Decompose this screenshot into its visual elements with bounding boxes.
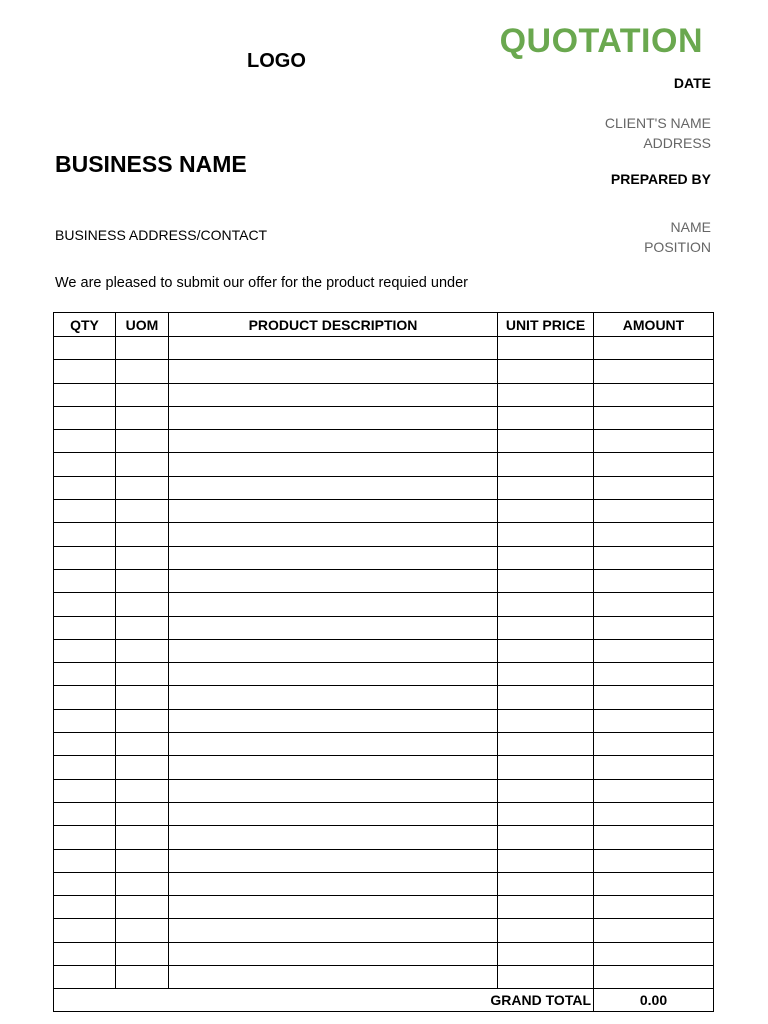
unit-price-cell[interactable] (498, 593, 594, 616)
logo-placeholder: LOGO (247, 50, 306, 72)
table-row (54, 383, 714, 406)
column-header-unit-price: UNIT PRICE (498, 313, 594, 337)
uom-cell[interactable] (116, 686, 169, 709)
amount-cell[interactable] (594, 966, 714, 989)
unit-price-cell[interactable] (498, 709, 594, 732)
unit-price-cell[interactable] (498, 453, 594, 476)
uom-cell[interactable] (116, 709, 169, 732)
amount-cell[interactable] (594, 709, 714, 732)
uom-cell[interactable] (116, 593, 169, 616)
unit-price-cell[interactable] (498, 383, 594, 406)
uom-cell[interactable] (116, 942, 169, 965)
amount-cell[interactable] (594, 569, 714, 592)
uom-cell[interactable] (116, 569, 169, 592)
amount-cell[interactable] (594, 686, 714, 709)
table-row (54, 616, 714, 639)
grand-total-row (54, 989, 714, 1012)
unit-price-cell[interactable] (498, 896, 594, 919)
amount-cell[interactable] (594, 406, 714, 429)
description-cell[interactable] (169, 779, 498, 802)
column-header-description: PRODUCT DESCRIPTION (169, 313, 498, 337)
table-row (54, 406, 714, 429)
client-name: CLIENT'S NAME (604, 115, 711, 131)
qty-cell[interactable] (54, 802, 116, 825)
uom-cell[interactable] (116, 546, 169, 569)
description-cell[interactable] (169, 826, 498, 849)
table-row (54, 430, 714, 453)
table-row (54, 337, 714, 360)
amount-cell[interactable] (594, 919, 714, 942)
table-row (54, 849, 714, 872)
amount-cell[interactable] (594, 802, 714, 825)
amount-cell[interactable] (594, 849, 714, 872)
amount-cell[interactable] (594, 593, 714, 616)
unit-price-cell[interactable] (498, 639, 594, 662)
table-row (54, 663, 714, 686)
qty-cell[interactable] (54, 616, 116, 639)
qty-cell[interactable] (54, 733, 116, 756)
description-cell[interactable] (169, 802, 498, 825)
uom-cell[interactable] (116, 476, 169, 499)
table-row (54, 826, 714, 849)
unit-price-cell[interactable] (498, 337, 594, 360)
uom-cell[interactable] (116, 849, 169, 872)
amount-cell[interactable] (594, 453, 714, 476)
qty-cell[interactable] (54, 872, 116, 895)
unit-price-cell[interactable] (498, 569, 594, 592)
qty-cell[interactable] (54, 360, 116, 383)
qty-cell[interactable] (54, 546, 116, 569)
uom-cell[interactable] (116, 500, 169, 523)
description-cell[interactable] (169, 406, 498, 429)
qty-cell[interactable] (54, 826, 116, 849)
unit-price-cell[interactable] (498, 756, 594, 779)
prepared-by-label: PREPARED BY (610, 171, 711, 187)
description-cell[interactable] (169, 593, 498, 616)
qty-cell[interactable] (54, 406, 116, 429)
uom-cell[interactable] (116, 430, 169, 453)
description-cell[interactable] (169, 546, 498, 569)
table-row (54, 896, 714, 919)
qty-cell[interactable] (54, 476, 116, 499)
uom-cell[interactable] (116, 406, 169, 429)
unit-price-cell[interactable] (498, 849, 594, 872)
uom-cell[interactable] (116, 337, 169, 360)
preparer-position: POSITION (644, 239, 711, 255)
uom-cell[interactable] (116, 453, 169, 476)
unit-price-cell[interactable] (498, 430, 594, 453)
business-name: BUSINESS NAME (55, 151, 247, 177)
unit-price-cell[interactable] (498, 500, 594, 523)
column-header-qty: QTY (54, 313, 116, 337)
uom-cell[interactable] (116, 733, 169, 756)
qty-cell[interactable] (54, 593, 116, 616)
table-row (54, 966, 714, 989)
qty-cell[interactable] (54, 709, 116, 732)
preparer-name: NAME (670, 219, 711, 235)
table-row (54, 733, 714, 756)
grand-total-value[interactable]: 0.00 (594, 989, 714, 1012)
description-cell[interactable] (169, 966, 498, 989)
description-cell[interactable] (169, 383, 498, 406)
description-cell[interactable] (169, 756, 498, 779)
uom-cell[interactable] (116, 639, 169, 662)
qty-cell[interactable] (54, 639, 116, 662)
uom-cell[interactable] (116, 523, 169, 546)
description-cell[interactable] (169, 616, 498, 639)
description-cell[interactable] (169, 360, 498, 383)
uom-cell[interactable] (116, 919, 169, 942)
uom-cell[interactable] (116, 872, 169, 895)
unit-price-cell[interactable] (498, 779, 594, 802)
amount-cell[interactable] (594, 639, 714, 662)
unit-price-cell[interactable] (498, 616, 594, 639)
unit-price-cell[interactable] (498, 523, 594, 546)
table-row (54, 593, 714, 616)
description-cell[interactable] (169, 453, 498, 476)
description-cell[interactable] (169, 337, 498, 360)
unit-price-cell[interactable] (498, 546, 594, 569)
table-row (54, 756, 714, 779)
amount-cell[interactable] (594, 476, 714, 499)
qty-cell[interactable] (54, 337, 116, 360)
qty-cell[interactable] (54, 663, 116, 686)
table-row (54, 779, 714, 802)
amount-cell[interactable] (594, 733, 714, 756)
unit-price-cell[interactable] (498, 686, 594, 709)
description-cell[interactable] (169, 569, 498, 592)
unit-price-cell[interactable] (498, 476, 594, 499)
unit-price-cell[interactable] (498, 942, 594, 965)
column-header-amount: AMOUNT (594, 313, 714, 337)
table-row (54, 546, 714, 569)
description-cell[interactable] (169, 523, 498, 546)
table-row (54, 523, 714, 546)
table-row (54, 569, 714, 592)
table-row (54, 942, 714, 965)
table-row (54, 919, 714, 942)
unit-price-cell[interactable] (498, 663, 594, 686)
qty-cell[interactable] (54, 896, 116, 919)
table-row (54, 686, 714, 709)
unit-price-cell[interactable] (498, 826, 594, 849)
intro-text: We are pleased to submit our offer for the product requied under (55, 275, 468, 291)
table-row (54, 453, 714, 476)
amount-cell[interactable] (594, 383, 714, 406)
description-cell[interactable] (169, 476, 498, 499)
unit-price-cell[interactable] (498, 733, 594, 756)
grand-total-label: GRAND TOTAL (54, 989, 594, 1012)
description-cell[interactable] (169, 872, 498, 895)
amount-cell[interactable] (594, 872, 714, 895)
uom-cell[interactable] (116, 826, 169, 849)
amount-cell[interactable] (594, 523, 714, 546)
table-header-row (54, 313, 714, 337)
amount-cell[interactable] (594, 942, 714, 965)
table-row (54, 639, 714, 662)
qty-cell[interactable] (54, 453, 116, 476)
uom-cell[interactable] (116, 756, 169, 779)
qty-cell[interactable] (54, 756, 116, 779)
table-row (54, 476, 714, 499)
uom-cell[interactable] (116, 383, 169, 406)
qty-cell[interactable] (54, 430, 116, 453)
amount-cell[interactable] (594, 663, 714, 686)
amount-cell[interactable] (594, 826, 714, 849)
description-cell[interactable] (169, 709, 498, 732)
unit-price-cell[interactable] (498, 360, 594, 383)
qty-cell[interactable] (54, 383, 116, 406)
unit-price-cell[interactable] (498, 802, 594, 825)
uom-cell[interactable] (116, 663, 169, 686)
qty-cell[interactable] (54, 523, 116, 546)
uom-cell[interactable] (116, 966, 169, 989)
qty-cell[interactable] (54, 686, 116, 709)
amount-cell[interactable] (594, 779, 714, 802)
amount-cell[interactable] (594, 360, 714, 383)
description-cell[interactable] (169, 849, 498, 872)
unit-price-cell[interactable] (498, 406, 594, 429)
description-cell[interactable] (169, 733, 498, 756)
qty-cell[interactable] (54, 500, 116, 523)
date-label: DATE (673, 75, 711, 91)
uom-cell[interactable] (116, 360, 169, 383)
table-row (54, 872, 714, 895)
uom-cell[interactable] (116, 616, 169, 639)
table-row (54, 500, 714, 523)
qty-cell[interactable] (54, 849, 116, 872)
business-address: BUSINESS ADDRESS/CONTACT (55, 227, 268, 243)
description-cell[interactable] (169, 500, 498, 523)
unit-price-cell[interactable] (498, 872, 594, 895)
uom-cell[interactable] (116, 779, 169, 802)
description-cell[interactable] (169, 919, 498, 942)
description-cell[interactable] (169, 686, 498, 709)
amount-cell[interactable] (594, 500, 714, 523)
table-row (54, 360, 714, 383)
description-cell[interactable] (169, 430, 498, 453)
qty-cell[interactable] (54, 919, 116, 942)
qty-cell[interactable] (54, 569, 116, 592)
amount-cell[interactable] (594, 546, 714, 569)
amount-cell[interactable] (594, 896, 714, 919)
document-title: QUOTATION (499, 22, 703, 60)
column-header-uom: UOM (116, 313, 169, 337)
unit-price-cell[interactable] (498, 919, 594, 942)
table-row (54, 709, 714, 732)
description-cell[interactable] (169, 896, 498, 919)
amount-cell[interactable] (594, 616, 714, 639)
table-row (54, 802, 714, 825)
description-cell[interactable] (169, 663, 498, 686)
amount-cell[interactable] (594, 430, 714, 453)
uom-cell[interactable] (116, 896, 169, 919)
quotation-table (53, 312, 714, 1012)
preparer-info (644, 217, 711, 257)
qty-cell[interactable] (54, 779, 116, 802)
amount-cell[interactable] (594, 337, 714, 360)
uom-cell[interactable] (116, 802, 169, 825)
description-cell[interactable] (169, 639, 498, 662)
qty-cell[interactable] (54, 966, 116, 989)
unit-price-cell[interactable] (498, 966, 594, 989)
amount-cell[interactable] (594, 756, 714, 779)
description-cell[interactable] (169, 942, 498, 965)
client-address: ADDRESS (643, 135, 711, 151)
client-info (605, 113, 711, 153)
qty-cell[interactable] (54, 942, 116, 965)
